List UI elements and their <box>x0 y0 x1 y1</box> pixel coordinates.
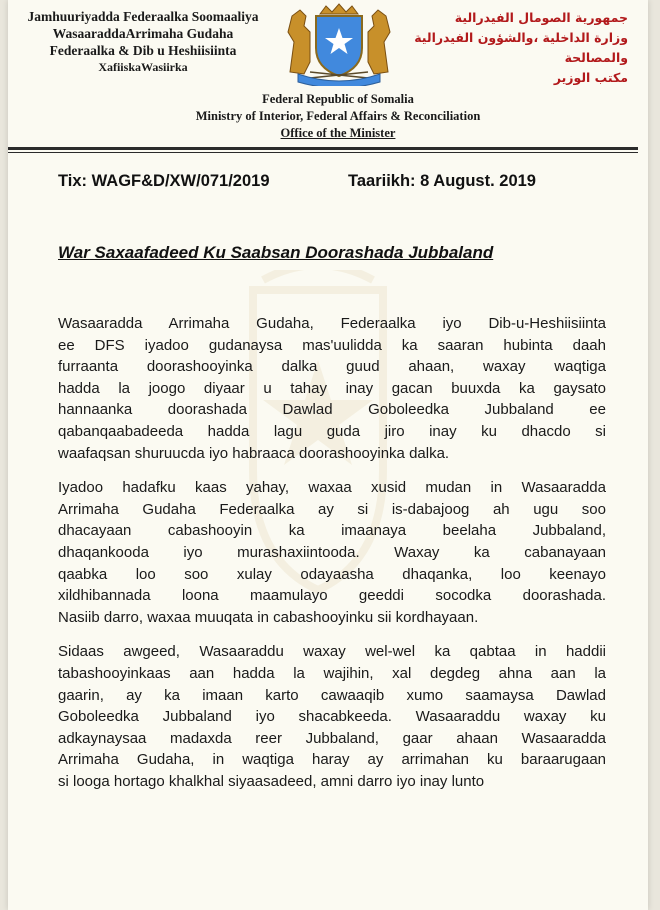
paragraph-line: dhaqankooda iyo murashaxiintooda. Waxay ka cabanayaan <box>58 543 606 561</box>
paragraph-line: Arrimaha Gudaha Federaalka ay si is-dabajoog ah ugu soo <box>58 500 606 518</box>
paragraph-line: ee DFS iyadoo gudanaysa mas'uulidda ka saaran hubinta daah <box>58 336 606 354</box>
paragraph-line: dhacayaan cabashooyin ka imaanaya beelaha Jubbaland, <box>58 522 606 540</box>
header-english-block <box>158 91 518 142</box>
reference-number: Tix: WAGF&D/XW/071/2019 <box>58 172 270 190</box>
header-arabic-line-2: وزارة الداخلية ،والشؤون الفيدرالية والمصالحة <box>414 30 628 65</box>
paragraph-line: Goboleedka Jubbaland iyo shacabkeeda. Wasaaraddu waxay ku <box>58 708 606 726</box>
paragraph-line: waafaqsan shuruucda iyo habraaca doorashooyinka dalka. <box>58 444 450 462</box>
paragraph-line: xildhibannada loona maamulayo geeddi socodka doorashada. <box>58 587 606 605</box>
paragraph-line: Arrimaha Gudaha, in waqtiga haray ay arrimahan ku baraarugaan <box>58 751 606 769</box>
paragraph-line: Wasaaradda Arrimaha Gudaha, Federaalka iyo Dib-u-Heshiisiinta <box>58 315 606 332</box>
paragraph-line: Sidaas awgeed, Wasaaraddu waxay wel-wel ka qabtaa in haddii <box>58 643 606 661</box>
header-somali-line-2: WasaaraddaArrimaha Gudaha <box>52 26 234 41</box>
letter-date: Taariikh: 8 August. 2019 <box>348 172 536 190</box>
country-name: Federal Republic of Somalia <box>262 92 414 106</box>
header-somali-block <box>8 8 278 76</box>
paragraph-1 <box>58 313 606 464</box>
paragraph-line: qabanqaabadeeda hadda lagu guda jiro inay ku dhacdo si <box>58 422 606 440</box>
letter-page <box>8 0 648 910</box>
press-release-title: War Saxaafadeed Ku Saabsan Doorashada Jubbaland <box>58 243 494 262</box>
paragraph-line: Iyadoo hadafku kaas yahay, waxaa xusid mudan in Wasaaradda <box>58 479 606 497</box>
paragraph-line: qaabka loo soo xulay odayaasha dhaqanka, loo keenayo <box>58 565 606 583</box>
header-arabic-block <box>398 8 628 88</box>
paragraph-line: gaarin, ay ka imaan karto cawaaqib xumo saamaysa Dawlad <box>58 686 606 704</box>
paragraph-line: furraanta doorashooyinka dalka guud ahaan, waxay waqtiga <box>58 358 606 376</box>
header-arabic-line-1: جمهورية الصومال الفيدرالية <box>454 10 628 25</box>
coat-of-arms-emblem <box>280 2 398 86</box>
header-divider-thick <box>8 147 638 150</box>
paragraph-2 <box>58 477 606 628</box>
paragraph-line: hannaanka doorashada Dawlad Goboleedka Jubbaland ee <box>58 401 606 419</box>
paragraph-3 <box>58 641 606 792</box>
header-arabic-line-3: مكتب الوزير <box>553 70 628 85</box>
paragraph-line: hadda la joogo diyaar u tahay inay gacan buuxda ka gaysato <box>58 379 606 397</box>
header-divider-thin <box>8 152 638 153</box>
letter-body <box>58 313 606 805</box>
header-somali-line-3: Federaalka & Dib u Heshiisiinta <box>49 43 237 58</box>
office-name: Office of the Minister <box>280 126 396 140</box>
paragraph-line: si looga hortago khalkhal siyaasadeed, amni darro iyo inay lunto <box>58 772 485 790</box>
paragraph-line: Nasiib darro, waxaa muuqata in cabashooyinku sii kordhayaan. <box>58 608 479 626</box>
ministry-name: Ministry of Interior, Federal Affairs & Reconciliation <box>195 109 481 123</box>
header-somali-line-1: Jamhuuriyadda Federaalka Soomaaliya <box>27 9 259 24</box>
paragraph-line: adkaynaysaa madaxda reer Jubbaland, gaar ahaan Wasaaradda <box>58 729 606 747</box>
header-somali-line-4: XafiiskaWasiirka <box>98 60 188 74</box>
paragraph-line: tabashooyinkaas aan hadda la wajihin, xal degdeg ahna aan la <box>58 664 606 682</box>
